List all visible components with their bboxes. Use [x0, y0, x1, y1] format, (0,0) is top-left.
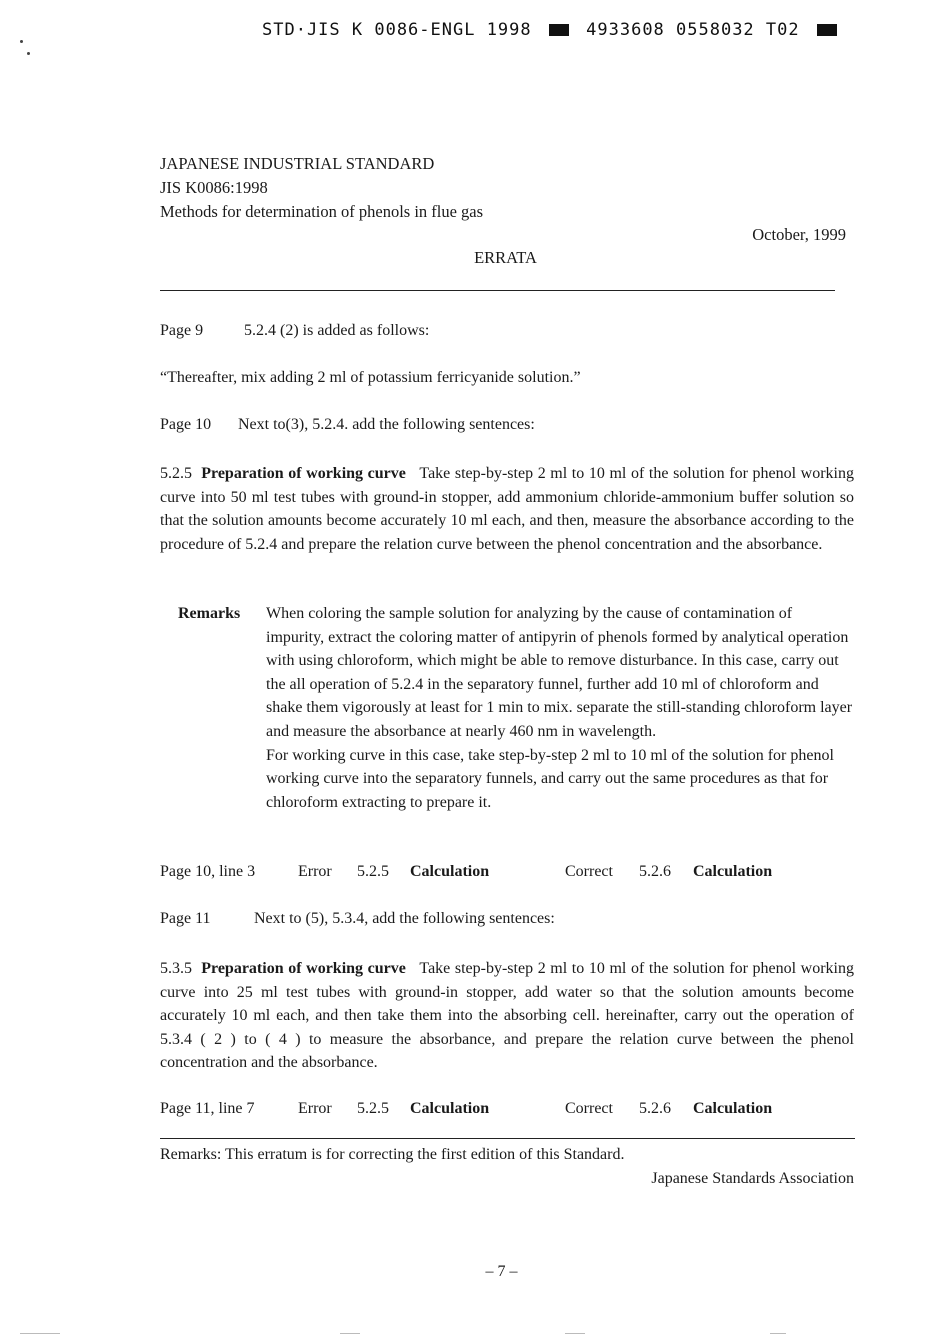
standard-subject: Methods for determination of phenols in flue gas [160, 202, 484, 221]
document-title-block [160, 152, 483, 224]
page9-text: 5.2.4 (2) is added as follows: [244, 322, 430, 339]
page11-entry [160, 910, 555, 928]
section-heading: Preparation of working curve [201, 465, 406, 482]
error-word: Calculation [410, 1100, 490, 1117]
correct-label: Correct [565, 1100, 613, 1117]
page-number: – 7 – [485, 1263, 518, 1280]
scan-artifact [20, 1333, 60, 1334]
scan-header-code-2: 4933608 0558032 T02 [586, 20, 800, 40]
error-word: Calculation [410, 863, 490, 880]
scan-speck [27, 52, 30, 55]
correction-row [160, 1100, 772, 1118]
correct-number: 5.2.6 [639, 863, 671, 880]
page11-ref: Page 11 [160, 910, 211, 927]
redaction-block [817, 24, 837, 36]
bottom-divider [160, 1138, 855, 1139]
correction-row [160, 863, 772, 881]
footer-organization: Japanese Standards Association [651, 1170, 854, 1187]
scan-artifact [340, 1333, 360, 1334]
document-date: October, 1999 [752, 225, 846, 244]
error-label: Error [298, 863, 332, 880]
section-number: 5.2.5 [160, 465, 192, 482]
remarks-body [266, 602, 854, 814]
remarks-block [178, 602, 854, 814]
errata-heading: ERRATA [474, 248, 537, 267]
page9-ref: Page 9 [160, 322, 204, 339]
page11-text: Next to (5), 5.3.4, add the following sentences: [254, 910, 555, 927]
correct-word: Calculation [693, 863, 773, 880]
page10-ref: Page 10 [160, 416, 212, 433]
redaction-block [549, 24, 569, 36]
standard-org-title: JAPANESE INDUSTRIAL STANDARD [160, 154, 435, 173]
section-5-2-5 [160, 462, 854, 556]
error-label: Error [298, 1100, 332, 1117]
footer-remark: Remarks: This erratum is for correcting the first edition of this Standard. [160, 1146, 625, 1163]
page10-entry [160, 416, 535, 434]
correction-page: Page 10, line 3 [160, 863, 256, 880]
scan-header-code: STD·JIS K 0086-ENGL 1998 [262, 20, 532, 40]
scan-artifact [565, 1333, 585, 1334]
section-heading: Preparation of working curve [201, 960, 406, 977]
correct-number: 5.2.6 [639, 1100, 671, 1117]
correct-word: Calculation [693, 1100, 773, 1117]
scan-header [262, 20, 843, 40]
page10-text: Next to(3), 5.2.4. add the following sentences: [238, 416, 535, 433]
error-number: 5.2.5 [357, 1100, 389, 1117]
remarks-label: Remarks [178, 605, 241, 622]
section-text: Take step-by-step 2 ml to 10 ml of the solution for phenol working curve into 25 ml test tubes with ground-in stopper, add water so that the solution amounts become accurately 10 ml each, and then take them into the absorbing cell. hereinafter, carry out the operation of 5.3.4 ( 2 ) to ( 4 ) to measure the absorbance, and prepare the relation curve between the phenol concentration and the absorbance. [160, 960, 854, 1072]
remarks-text-2: For working curve in this case, take step-by-step 2 ml to 10 ml of the solution for phenol working curve into the separatory funnels, and carry out the same procedures as that for chloroform extracting to prepare it. [266, 746, 834, 811]
section-text: Take step-by-step 2 ml to 10 ml of the solution for phenol working curve into 50 ml test tubes with ground-in stopper, add ammonium chloride-ammonium buffer solution so that the solution amounts become accurately 10 ml each, and then, measure the absorbance according to the procedure of 5.2.4 and prepare the relation curve between the phenol concentration and the absorbance. [160, 465, 854, 553]
remarks-text-1: When coloring the sample solution for analyzing by the cause of contamination of impurity, extract the coloring matter of antipyrin of phenols formed by analytical operation with using chloroform, which might be able to remove disturbance. In this case, carry out the all operation of 5.2.4 in the separatory funnel, further add 10 ml of chloroform and shake them vigorously at least for 1 min to mix. separate the still-standing chloroform layer and measure the absorbance at nearly 460 nm in wavelength. [266, 605, 853, 740]
correction-page: Page 11, line 7 [160, 1100, 255, 1117]
scan-artifact [770, 1333, 786, 1334]
correct-label: Correct [565, 863, 613, 880]
top-divider [160, 290, 835, 291]
page9-entry [160, 322, 429, 340]
scan-speck [20, 40, 23, 43]
standard-number: JIS K0086:1998 [160, 178, 268, 197]
section-number: 5.3.5 [160, 960, 192, 977]
quoted-addition: “Thereafter, mix adding 2 ml of potassium ferricyanide solution.” [160, 369, 581, 386]
section-5-3-5 [160, 957, 854, 1075]
error-number: 5.2.5 [357, 863, 389, 880]
